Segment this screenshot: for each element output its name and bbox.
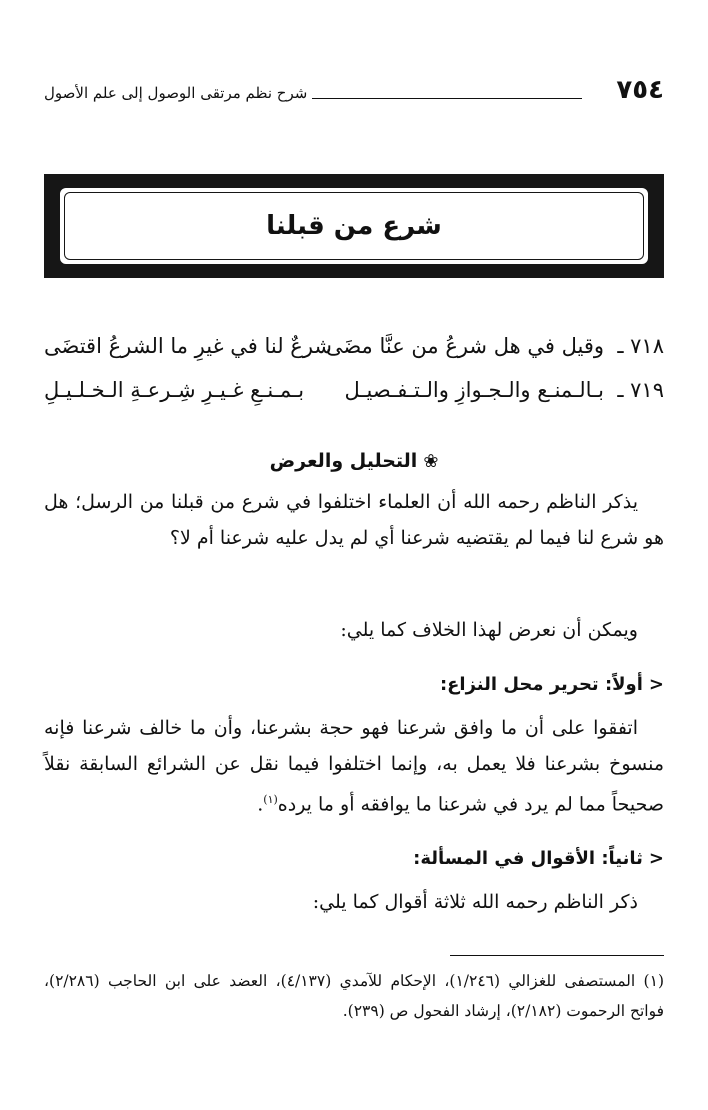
- header-rule: [312, 98, 582, 99]
- verse-number: ٧١٨ ـ: [617, 334, 664, 358]
- first-paragraph-end: .: [257, 793, 264, 816]
- footnote: [44, 966, 664, 1026]
- analysis-heading: [44, 446, 664, 477]
- analysis-lead-in: ويمكن أن نعرض لهذا الخلاف كما يلي:: [340, 619, 638, 641]
- verse-number: ٧١٩ ـ: [617, 378, 664, 402]
- verse-718: [44, 326, 664, 366]
- verse-second-hemistich: شرعٌ لنا في غيرِ ما الشرعُ اقتضَى: [44, 334, 333, 358]
- verse-first-hemistich: بـالـمنـع والـجـوازِ والـتـفـصيـل: [344, 378, 604, 402]
- second-heading-text: ثانياً: الأقوال في المسألة:: [413, 848, 643, 869]
- footnote-number: (١): [643, 972, 664, 990]
- first-paragraph: [44, 710, 664, 822]
- chapter-banner-frame: [58, 186, 650, 266]
- footnote-text: المستصفى للغزالي (١/٢٤٦)، الإحكام للآمدي (٤/١٣٧)، العضد على ابن الحاجب (٢/٢٨٦)، فواتح الرحموت (٢/١٨٢)، إرشاد الفحول ص (٢٣٩).: [44, 972, 664, 1020]
- analysis-intro: يذكر الناظم رحمه الله أن العلماء اختلفوا في شرع من قبلنا من الرسل؛ هل هو شرع لنا فيما لم يقتضيه شرعنا أي لم يدل عليه شرعنا أم لا؟: [44, 491, 664, 549]
- analysis-heading-text: التحليل والعرض: [269, 450, 418, 472]
- first-heading-text: أولاً: تحرير محل النزاع:: [439, 674, 643, 695]
- chapter-title: شرع من قبلنا: [266, 211, 442, 241]
- first-heading: [44, 670, 664, 700]
- second-paragraph: ذكر الناظم رحمه الله ثلاثة أقوال كما يلي:: [312, 891, 638, 913]
- running-title: شرح نظم مرتقى الوصول إلى علم الأصول: [44, 84, 308, 102]
- page-number: ٧٥٤: [616, 75, 664, 105]
- flower-ornament-icon: ❀: [423, 451, 439, 472]
- first-paragraph-text: اتفقوا على أن ما وافق شرعنا فهو حجة بشرعنا، وأن ما خالف شرعنا فإنه منسوخ بشرعنا فلا يعمل به، وإنما اختلفوا فيما نقل عن الشرائع السابقة نقلاً صحيحاً مما لم يرد في شرعنا ما يوافقه أو ما يرده: [44, 717, 664, 816]
- chapter-banner: [44, 174, 664, 278]
- chevron-left-icon: <: [648, 848, 664, 869]
- footnote-separator: [450, 955, 664, 956]
- verse-first-hemistich: وقيل في هل شرعُ من عنَّا مضَى: [325, 334, 604, 358]
- second-heading: [44, 844, 664, 874]
- footnote-reference[interactable]: (١): [263, 793, 278, 806]
- verse-second-hemistich: بـمـنـعِ غـيـرِ شِـرعـةِ الـخـلـيـلِ: [44, 378, 305, 402]
- page-header: [44, 74, 664, 114]
- chevron-left-icon: <: [648, 674, 664, 695]
- verse-719: [44, 370, 664, 410]
